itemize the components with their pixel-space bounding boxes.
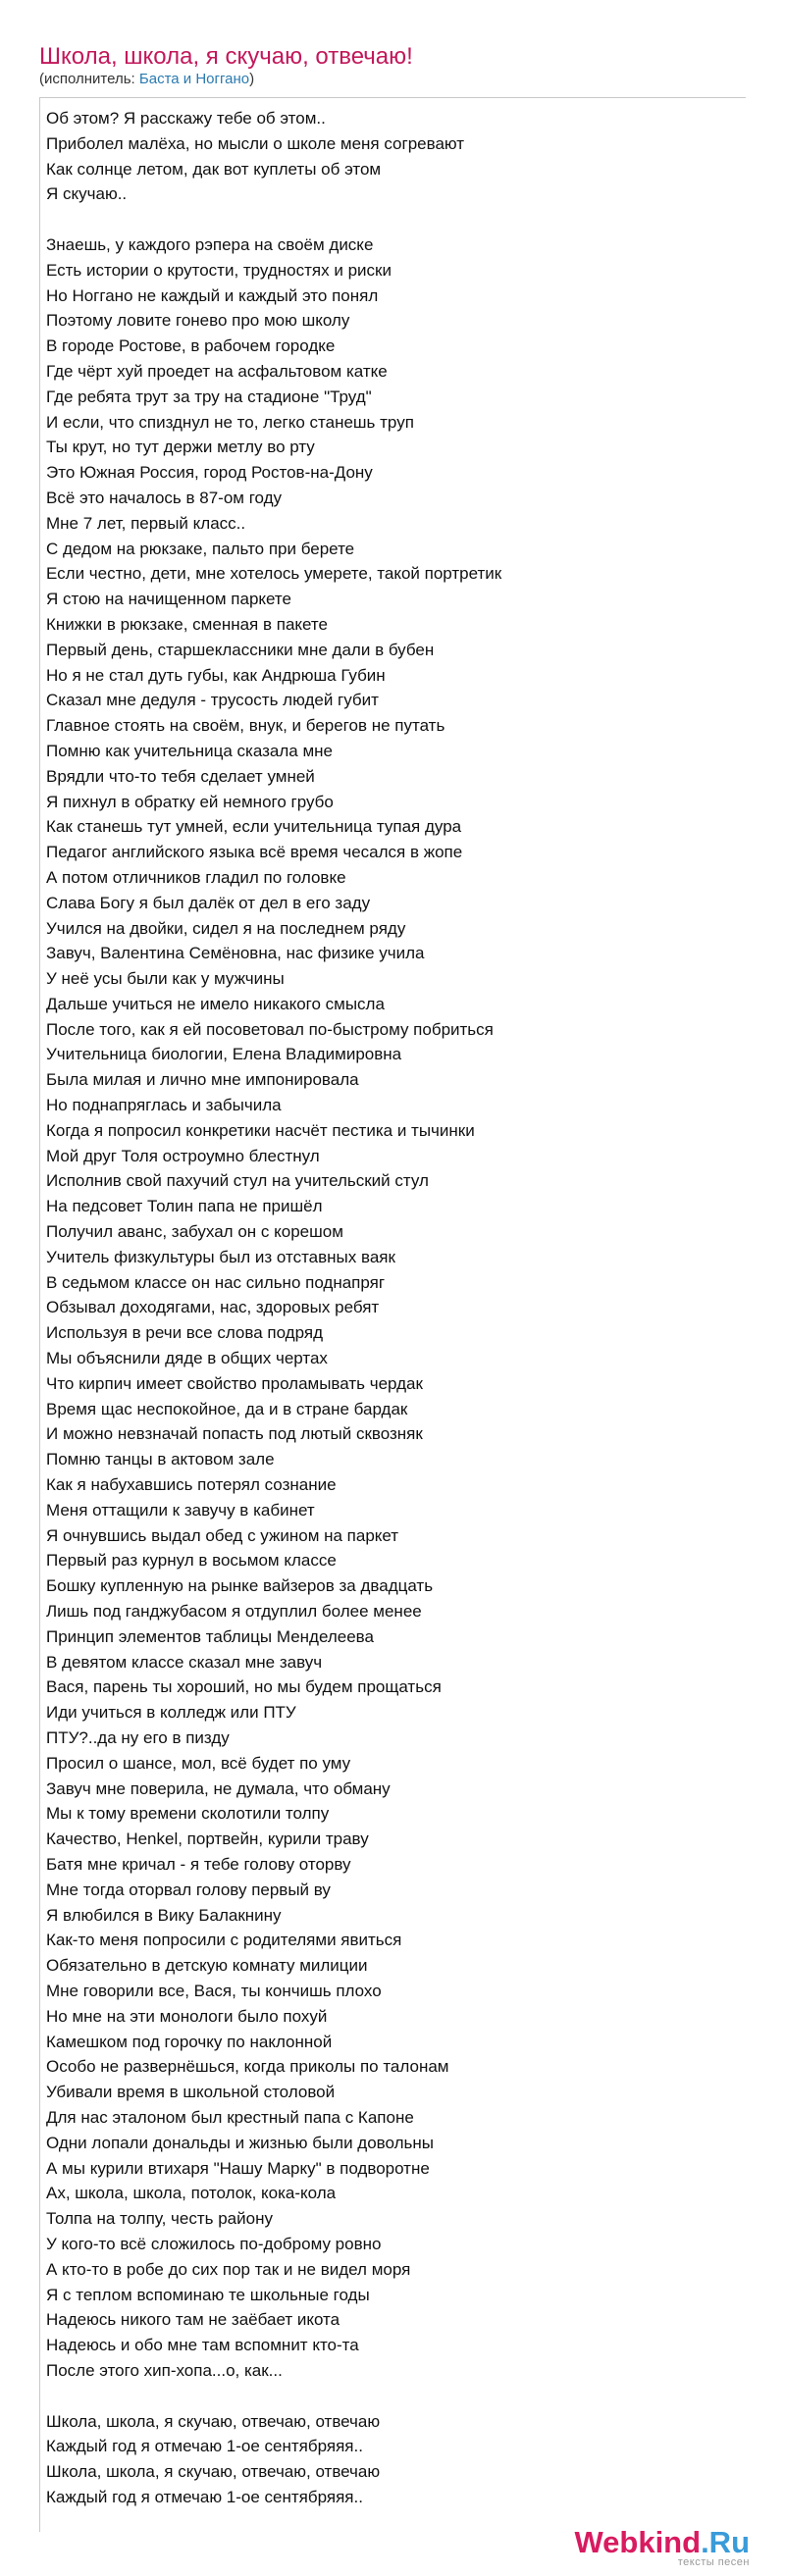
lyric-line: Получил аванс, забухал он с корешом: [46, 1222, 343, 1242]
lyric-line: Учительница биологии, Елена Владимировна: [46, 1045, 402, 1064]
lyric-line: Дальше учиться не имело никакого смысла: [46, 994, 385, 1013]
lyric-line: Каждый год я отмечаю 1-ое сентябряяя..: [46, 2487, 363, 2506]
lyric-line: Мне 7 лет, первый класс..: [46, 513, 246, 533]
lyric-line: Ах, школа, школа, потолок, кока-кола: [46, 2184, 337, 2203]
lyric-line: Учитель физкультуры был из отставных ваяк: [46, 1247, 395, 1266]
lyric-line: Но мне на эти монологи было похуй: [46, 2006, 328, 2026]
lyric-line: Первый день, старшеклассники мне дали в бубен: [46, 640, 435, 659]
lyric-line: Помню танцы в актовом зале: [46, 1450, 275, 1469]
logo-word-part1: Webkind: [574, 2525, 702, 2559]
lyric-line: ПТУ?..да ну его в пизду: [46, 1728, 230, 1747]
lyric-line: Вася, парень ты хороший, но мы будем прощаться: [46, 1677, 442, 1697]
lyric-line: После того, как я ей посоветовал по-быстрому побриться: [46, 1019, 494, 1039]
lyric-line: Обзывал доходягами, нас, здоровых ребят: [46, 1298, 380, 1317]
lyric-line: И если, что спизднул не то, легко станешь труп: [46, 412, 414, 432]
lyric-line: Как солнце летом, дак вот куплеты об этом: [46, 159, 382, 179]
lyric-line: Просил о шансе, мол, всё будет по уму: [46, 1753, 351, 1773]
lyric-line: На педсовет Толин папа не пришёл: [46, 1197, 323, 1216]
artist-prefix: (исполнитель:: [39, 71, 135, 87]
lyric-line: Особо не развернёшься, когда приколы по талонам: [46, 2057, 449, 2077]
lyric-line: Что кирпич имеет свойство проламывать чердак: [46, 1373, 423, 1393]
lyric-line: Завуч мне поверила, не думала, что обману: [46, 1778, 391, 1798]
lyric-line: У неё усы были как у мужчины: [46, 969, 285, 989]
lyric-line: Время щас неспокойное, да и в стране бардак: [46, 1399, 408, 1418]
page-title: Школа, школа, я скучаю, отвечаю!: [39, 43, 413, 70]
lyric-line: Я скучаю..: [46, 184, 128, 204]
lyric-line: У кого-то всё сложилось по-доброму ровно: [46, 2234, 382, 2253]
lyric-line: Педагог английского языка всё время чесался в жопе: [46, 843, 463, 862]
lyric-line: Батя мне кричал - я тебе голову оторву: [46, 1854, 351, 1874]
lyric-line: Всё это началось в 87-ом году: [46, 488, 283, 507]
lyric-line: Книжки в рюкзаке, сменная в пакете: [46, 614, 328, 634]
lyric-line: Я пихнул в обратку ей немного грубо: [46, 792, 334, 811]
site-logo[interactable]: [574, 2527, 750, 2568]
lyric-line: А потом отличников гладил по головке: [46, 867, 346, 887]
lyric-line: Врядли что-то тебя сделает умней: [46, 766, 315, 786]
lyric-line: Когда я попросил конкретики насчёт пестика и тычинки: [46, 1120, 475, 1140]
logo-tagline: тексты песен: [677, 2556, 750, 2568]
lyric-line: Сказал мне дедуля - трусость людей губит: [46, 691, 379, 710]
lyric-line: Была милая и лично мне импонировала: [46, 1070, 359, 1090]
lyric-line: В девятом классе сказал мне завуч: [46, 1652, 323, 1672]
lyric-line: Первый раз курнул в восьмом классе: [46, 1551, 337, 1571]
lyric-line: Мне говорили все, Вася, ты кончишь плохо: [46, 1981, 382, 2000]
artist-line: [39, 71, 254, 87]
lyric-line: Одни лопали дональды и жизнью были довольны: [46, 2133, 434, 2152]
lyric-line: Но Ноггано не каждый и каждый это понял: [46, 285, 379, 305]
logo-word-part2: .Ru: [701, 2525, 750, 2559]
lyric-line: Ты крут, но тут держи метлу во рту: [46, 438, 315, 457]
lyric-line: Завуч, Валентина Семёновна, нас физике учила: [46, 944, 425, 963]
lyric-line: Я с теплом вспоминаю те школьные годы: [46, 2285, 370, 2304]
lyric-line: Школа, школа, я скучаю, отвечаю, отвечаю: [46, 2411, 381, 2431]
lyric-line: Знаешь, у каждого рэпера на своём диске: [46, 234, 374, 254]
lyric-line: Приболел малёха, но мысли о школе меня согревают: [46, 133, 465, 153]
lyric-line: Лишь под ганджубасом я отдуплил более менее: [46, 1602, 422, 1622]
lyric-line: Толпа на толпу, честь району: [46, 2209, 273, 2229]
lyric-line: Школа, школа, я скучаю, отвечаю, отвечаю: [46, 2462, 381, 2482]
lyric-line: Как-то меня попросили с родителями явиться: [46, 1931, 402, 1950]
lyric-line: Иди учиться в колледж или ПТУ: [46, 1703, 296, 1723]
lyric-line: А кто-то в робе до сих пор так и не видел моря: [46, 2259, 411, 2279]
lyric-line: Но я не стал дуть губы, как Андрюша Губин: [46, 665, 386, 685]
lyric-blank-line: [46, 207, 746, 232]
artist-link[interactable]: Баста и Ноггано: [138, 71, 250, 87]
lyric-line: Каждый год я отмечаю 1-ое сентябряяя..: [46, 2437, 363, 2456]
lyric-line: Бошку купленную на рынке вайзеров за двадцать: [46, 1576, 434, 1596]
lyric-line: Надеюсь и обо мне там вспомнит кто-та: [46, 2336, 359, 2355]
lyric-line: Где чёрт хуй проедет на асфальтовом катке: [46, 361, 388, 381]
lyric-line: А мы курили втихаря "Нашу Марку" в подворотне: [46, 2158, 430, 2178]
lyric-line: Убивали время в школьной столовой: [46, 2083, 336, 2102]
lyric-line: Как я набухавшись потерял сознание: [46, 1475, 337, 1495]
lyric-line: Надеюсь никого там не заёбает икота: [46, 2310, 340, 2330]
lyric-line: Есть истории о крутости, трудностях и риски: [46, 260, 392, 280]
lyric-line: Я очнувшись выдал обед с ужином на паркет: [46, 1525, 399, 1545]
lyric-line: Мой друг Толя остроумно блестнул: [46, 1146, 320, 1165]
lyric-line: Для нас эталоном был крестный папа с Капоне: [46, 2107, 414, 2127]
artist-suffix: ): [249, 71, 255, 87]
lyric-line: Мы объяснили дяде в общих чертах: [46, 1349, 328, 1368]
lyric-line: Исполнив свой пахучий стул на учительский стул: [46, 1171, 429, 1191]
lyric-line: Помню как учительница сказала мне: [46, 741, 334, 760]
lyric-line: Я влюбился в Вику Балакнину: [46, 1905, 282, 1925]
lyric-line: Как станешь тут умней, если учительница тупая дура: [46, 817, 462, 837]
lyric-line: И можно невзначай попасть под лютый сквозняк: [46, 1424, 423, 1444]
lyric-line: Поэтому ловите гонево про мою школу: [46, 311, 350, 331]
lyric-line: Используя в речи все слова подряд: [46, 1323, 323, 1343]
lyric-line: Мы к тому времени сколотили толпу: [46, 1804, 330, 1824]
lyric-line: В городе Ростове, в рабочем городке: [46, 336, 336, 356]
lyric-line: Где ребята трут за тру на стадионе "Труд": [46, 386, 372, 406]
lyric-line: Об этом? Я расскажу тебе об этом..: [46, 109, 326, 128]
lyric-blank-line: [46, 2384, 746, 2409]
lyric-line: Камешком под горочку по наклонной: [46, 2032, 333, 2051]
lyric-line: Слава Богу я был далёк от дел в его заду: [46, 893, 371, 912]
lyric-line: После этого хип-хопа...о, как...: [46, 2360, 283, 2380]
lyric-line: Я стою на начищенном паркете: [46, 590, 291, 609]
lyric-line: Мне тогда оторвал голову первый ву: [46, 1880, 331, 1899]
lyric-line: Главное стоять на своём, внук, и берегов не путать: [46, 716, 445, 736]
lyric-line: С дедом на рюкзаке, пальто при берете: [46, 539, 355, 558]
lyric-line: Качество, Henkel, портвейн, курили траву: [46, 1829, 369, 1849]
lyric-line: Принцип элементов таблицы Менделеева: [46, 1626, 374, 1646]
lyric-line: Меня оттащили к завучу в кабинет: [46, 1500, 315, 1520]
lyric-line: Если честно, дети, мне хотелось умерете, такой портретик: [46, 564, 502, 584]
lyric-line: Но поднапряглась и забычила: [46, 1096, 282, 1115]
lyric-line: Это Южная Россия, город Ростов-на-Дону: [46, 463, 373, 483]
lyric-line: Учился на двойки, сидел я на последнем ряду: [46, 918, 406, 938]
lyric-line: В седьмом классе он нас сильно поднапряг: [46, 1272, 386, 1292]
lyrics-block: [39, 97, 746, 2532]
lyric-line: Обязательно в детскую комнату милиции: [46, 1956, 368, 1976]
